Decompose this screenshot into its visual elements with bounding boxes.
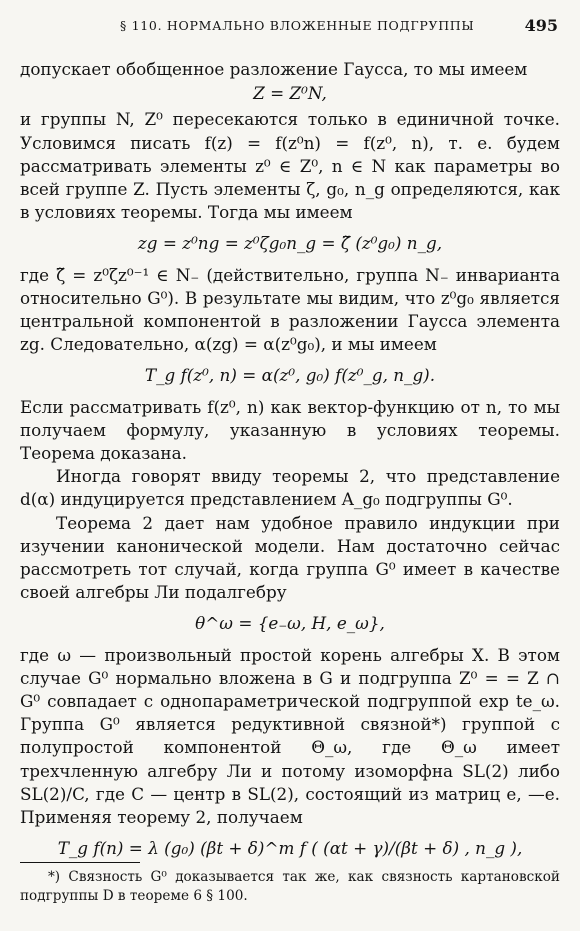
footnote: *) Связность G⁰ доказывается так же, как связность картановской подгруппы D в теореме 6 § 100.: [20, 869, 560, 904]
formula-5: T_g f(n) = λ (g₀) (βt + δ)^m f ( (αt + γ)/(βt + δ) , n_g ),: [57, 838, 523, 859]
page-body: [20, 58, 560, 869]
formula-2: zg = z⁰ng = z⁰ζg₀n_g = ζ̃ (z⁰g₀) n_g,: [137, 233, 443, 254]
footnote-rule: [20, 862, 140, 863]
formula-3: T_g f(z⁰, n) = α(z⁰, g₀) f(z⁰_g, n_g).: [144, 365, 436, 386]
formula-4: θ^ω = {e₋ω, H, e_ω},: [195, 613, 385, 634]
paragraph-3: где ζ̃ = z⁰ζz⁰⁻¹ ∈ N₋ (действительно, группа N₋ инварианта относительно G⁰). В результате мы видим, что z⁰g₀ является центральной компонентой в разложении Гаусса элемента zg. Следовательно, α(zg) = α(z⁰g₀), и мы имеем: [20, 264, 560, 355]
header-title: § 110. НОРМАЛЬНО ВЛОЖЕННЫЕ ПОДГРУППЫ: [120, 18, 475, 33]
running-header: [0, 14, 580, 38]
paragraph-7: где ω — произвольный простой корень алгебры X. В этом случае G⁰ нормально вложена в G и подгруппа Z⁰ = = Z ∩ G⁰ совпадает с однопараметрической подгруппой exp te_ω. Группа G⁰ является редуктивной связной*) группой с полупростой компонентой Θ_ω, где Θ_ω имеет трехчленную алгебру Ли и потому изоморфна SL(2) либо SL(2)/C, где C — центр в SL(2), состоящий из матриц e, —e. Применяя теорему 2, получаем: [20, 644, 560, 828]
paragraph-6: Теорема 2 дает нам удобное правило индукции при изучении канонической модели. Нам достаточно сейчас рассмотреть тот случай, когда группа G⁰ имеет в качестве своей алгебры Ли подалгебру: [20, 512, 560, 603]
paragraph-4: Если рассматривать f(z⁰, n) как вектор-функцию от n, то мы получаем формулу, указанную в условиях теоремы. Теорема доказана.: [20, 396, 560, 464]
paragraph-5: Иногда говорят ввиду теоремы 2, что представление d(α) индуцируется представлением A_g₀ подгруппы G⁰.: [20, 466, 560, 510]
formula-1: Z = Z⁰N,: [253, 83, 327, 104]
page-number: 495: [524, 16, 558, 35]
paragraph-1: допускает обобщенное разложение Гаусса, то мы имеем: [20, 59, 528, 79]
paragraph-2: и группы N, Z⁰ пересекаются только в единичной точке. Условимся писать f(z) = f(z⁰n) = f(z⁰, n), т. е. будем рассматривать элементы z⁰ ∈ Z⁰, n ∈ N как параметры во всей группе Z. Пусть элементы ζ, g₀, n_g определяются, как в условиях теоремы. Тогда мы имеем: [20, 109, 560, 223]
